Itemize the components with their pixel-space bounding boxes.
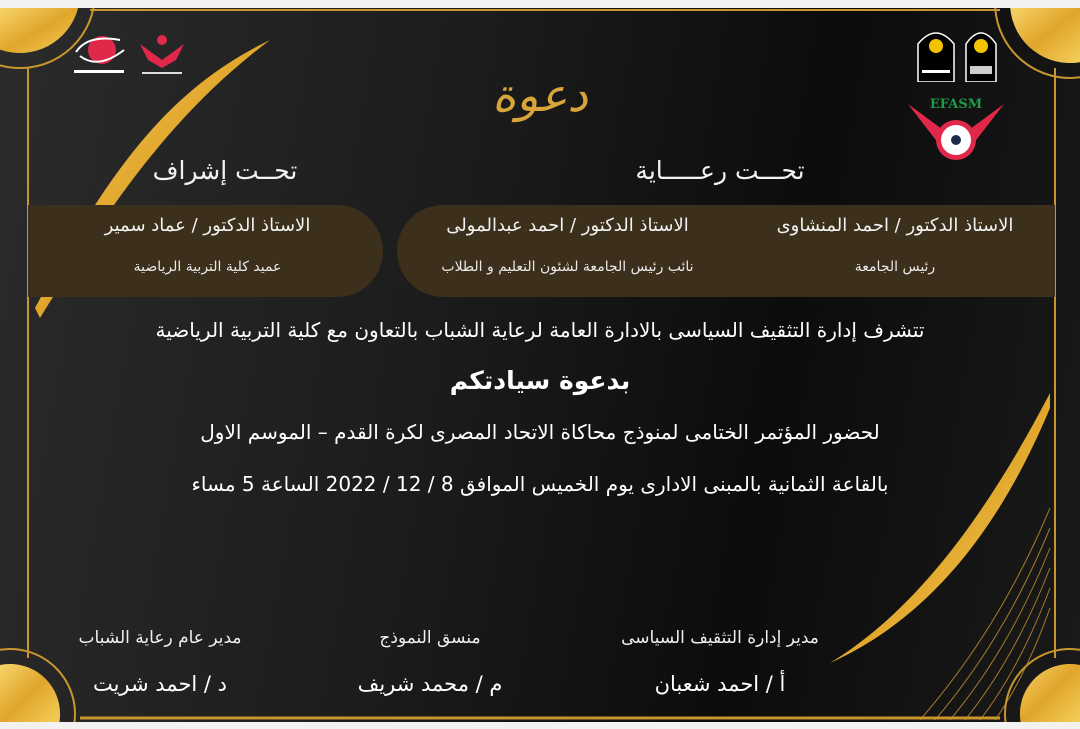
body-line-1: تتشرف إدارة التثقيف السياسى بالادارة العامة لرعاية الشباب بالتعاون مع كلية التربية الرياضية [155,318,925,342]
assiut-university-logo [964,26,998,82]
faculty-logo [916,26,956,82]
signature-name: د / احمد شريت [92,672,228,696]
signature-label: مدير إدارة التثقيف السياسى [621,628,819,648]
sponsor-name: الاستاذ الدكتور / احمد عبدالمولى [446,215,689,236]
svg-text:EFASM: EFASM [929,97,983,112]
invitation-card [0,8,1080,722]
body-line-2: بدعوة سيادتكم [449,366,631,395]
sponsor-name: الاستاذ الدكتور / احمد المنشاوى [776,215,1014,236]
political-education-logo [68,30,130,80]
sponsorship-heading: تحـــت رعـــــاية [635,156,805,185]
efasm-logo [906,92,1006,172]
signature-name: أ / احمد شعبان [654,672,786,696]
sponsor-role: رئيس الجامعة [854,259,936,275]
supervision-heading: تحــت إشراف [152,156,298,185]
sponsor-role: نائب رئيس الجامعة لشئون التعليم و الطلاب [441,259,694,275]
supervisor-name: الاستاذ الدكتور / عماد سمير [104,215,311,236]
body-line-4: بالقاعة الثمانية بالمبنى الادارى يوم الخميس الموافق 8 / 12 / 2022 الساعة 5 مساء [191,472,889,496]
supervisor-role: عميد كلية التربية الرياضية [133,259,282,275]
body-line-3: لحضور المؤتمر الختامى لمنوذج محاكاة الاتحاد المصرى لكرة القدم – الموسم الاول [200,420,880,444]
invitation-title: دعوة [492,68,588,122]
youth-welfare-logo [136,30,188,82]
signature-label: مدير عام رعاية الشباب [78,628,242,648]
signature-name: م / محمد شريف [357,672,503,696]
signature-label: منسق النموذج [379,628,481,648]
